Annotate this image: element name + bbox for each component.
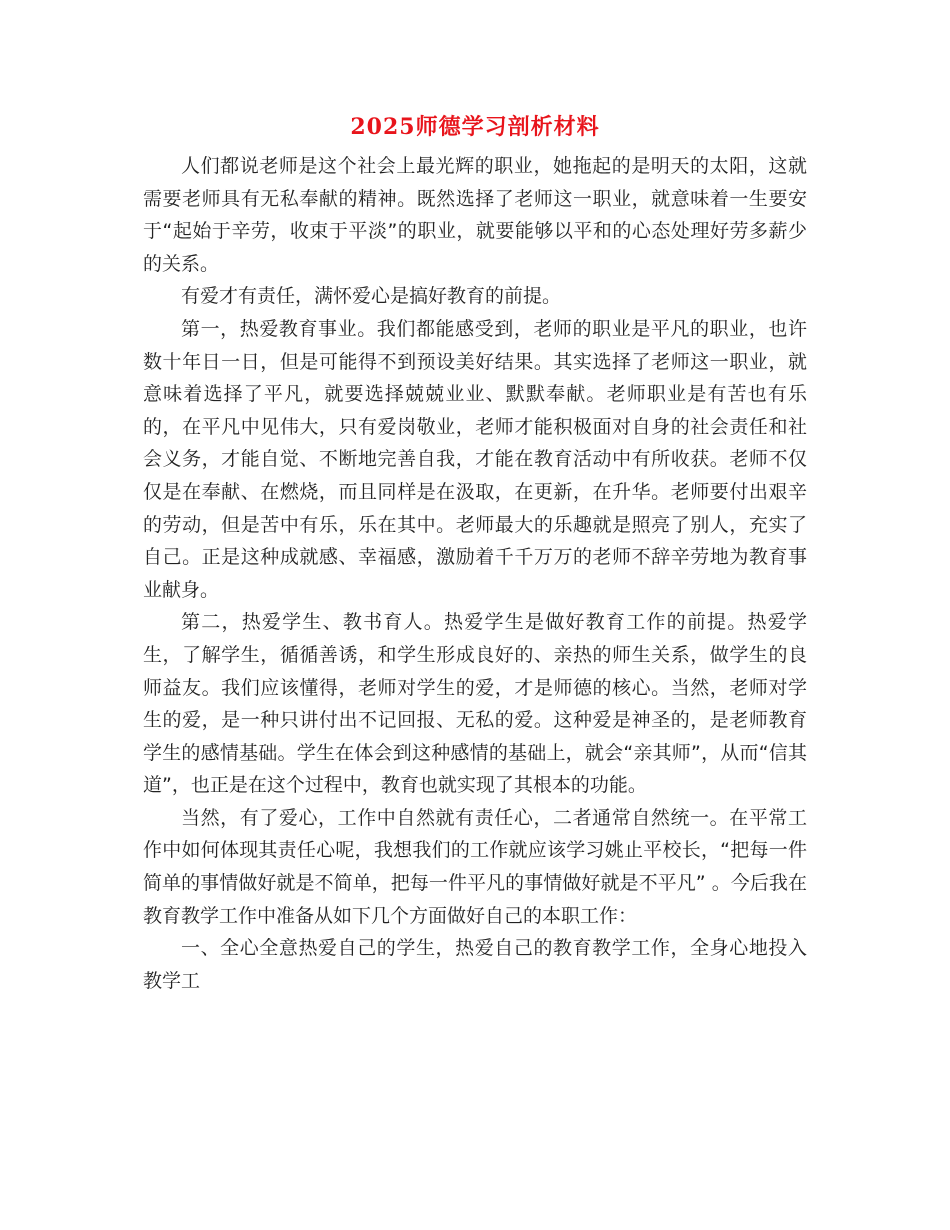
paragraph-4: 第二，热爱学生、教书育人。热爱学生是做好教育工作的前提。热爱学生，了解学生，循循善诱，和学生形成良好的、亲热的师生关系，做学生的良师益友。我们应该懂得，老师对学生的爱，才是师德的核心。当然，老师对学生的爱，是一种只讲付出不记回报、无私的爱。这种爱是神圣的，是老师教育学生的感情基础。学生在体会到这种感情的基础上，就会“亲其师”，从而“信其道”，也正是在这个过程中，教育也就实现了其根本的功能。 (143, 611, 807, 797)
paragraph-5: 当然，有了爱心，工作中自然就有责任心，二者通常自然统一。在平常工作中如何体现其责任心呢，我想我们的工作就应该学习姚止平校长，“把每一件简单的事情做好就是不简单，把每一件平凡的事情做好就是不平凡” 。今后我在教育教学工作中准备从如下几个方面做好自己的本职工作： (143, 806, 807, 927)
paragraph-1: 人们都说老师是这个社会上最光辉的职业，她拖起的是明天的太阳，这就需要老师具有无私奉献的精神。既然选择了老师这一职业，就意味着一生要安于“起始于辛劳，收束于平淡”的职业，就要能够以平和的心态处理好劳多薪少的关系。 (143, 155, 807, 275)
paragraph-6: 一、全心全意热爱自己的学生，热爱自己的教育教学工作，全身心地投入教学工 (143, 937, 807, 992)
paragraph-3: 第一，热爱教育事业。我们都能感受到，老师的职业是平凡的职业，也许数十年日一日，但是可能得不到预设美好结果。其实选择了老师这一职业，就意味着选择了平凡，就要选择兢兢业业、默默奉献。老师职业是有苦也有乐的，在平凡中见伟大，只有爱岗敬业，老师才能积极面对自身的社会责任和社会义务，才能自觉、不断地完善自我，才能在教育活动中有所收获。老师不仅仅是在奉献、在燃烧，而且同样是在汲取，在更新，在升华。老师要付出艰辛的劳动，但是苦中有乐，乐在其中。老师最大的乐趣就是照亮了别人，充实了自己。正是这种成就感、幸福感，激励着千千万万的老师不辞辛劳地为教育事业献身。 (143, 317, 807, 601)
paragraph-2: 有爱才有责任，满怀爱心是搞好教育的前提。 (181, 285, 562, 308)
document-title: 2025师德学习剖析材料 (350, 114, 600, 140)
document-body (143, 150, 807, 997)
